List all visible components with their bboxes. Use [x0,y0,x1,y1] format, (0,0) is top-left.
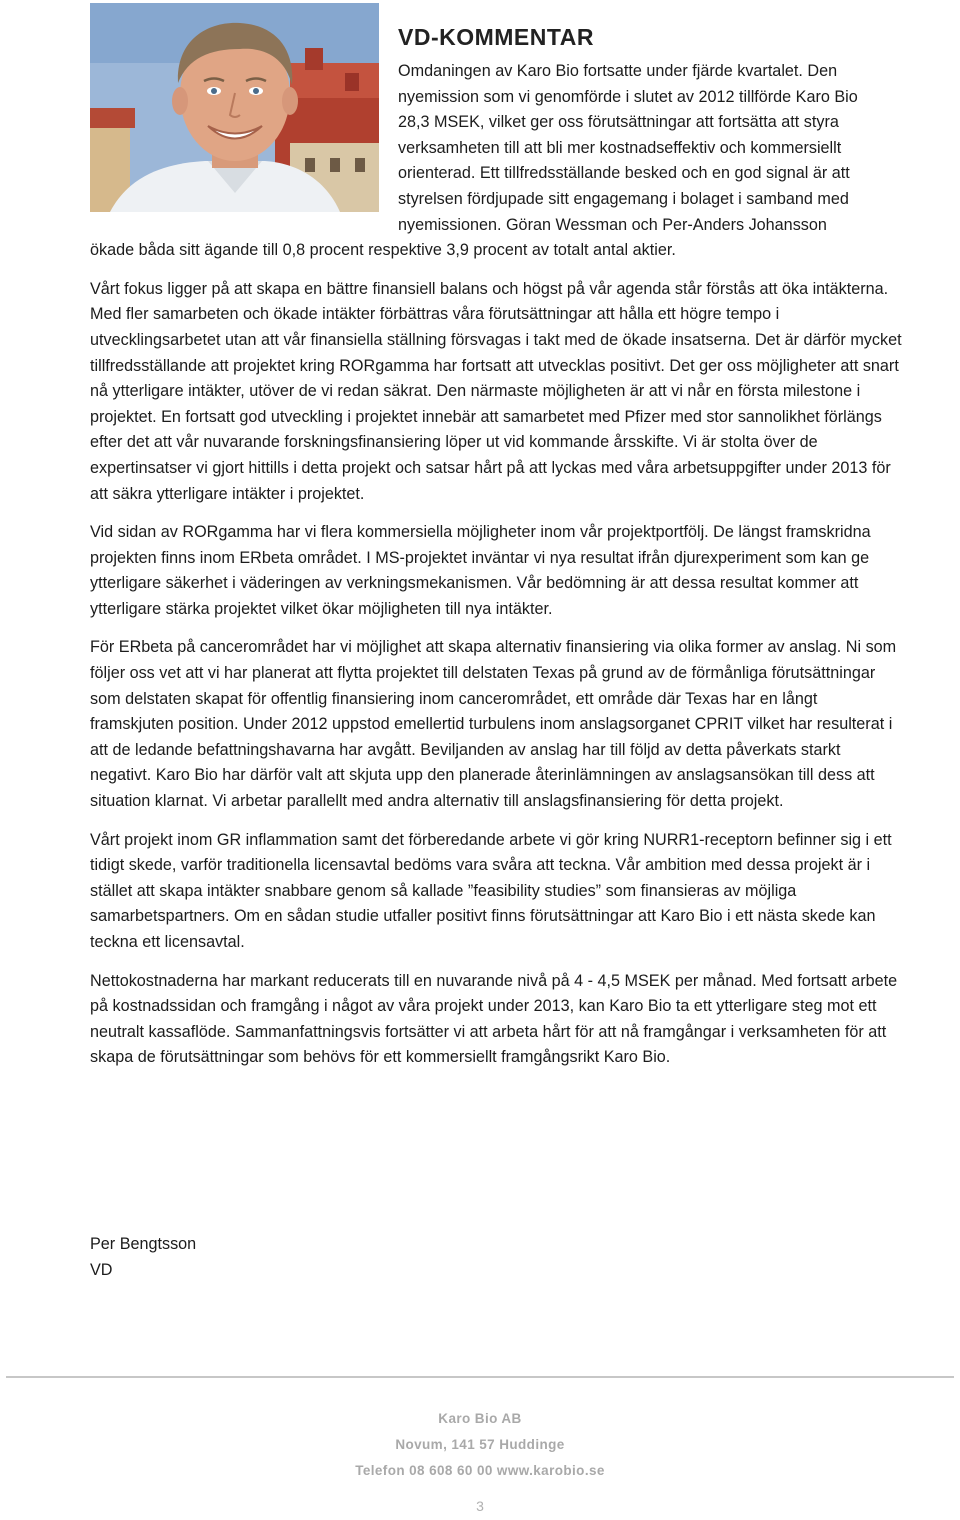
intro-line: Omdaningen av Karo Bio fortsatte under fjärde kvartalet. Den [398,62,838,80]
intro-paragraph [90,59,905,238]
footer-company: Karo Bio AB [438,1411,522,1426]
footer [0,1406,960,1484]
intro-line: styrelsen fördjupade sitt engagemang i bolaget i samband med [398,189,849,208]
intro-line: nyemissionen. Göran Wessman och Per-Anders Johansson [398,215,827,234]
signature-name: Per Bengtsson [90,1235,197,1253]
paragraph-erbeta: För ERbeta på cancerområdet har vi möjlighet att skapa alternativ finansiering via olika former av anslag. Ni som följer oss vet att vi har planerat att flytta projektet till delstaten Texas på grund av de förmånliga förutsättningar som delstaten skapat för offentlig finansiering inom cancerområdet, ett område där Texas har en långt framskjuten position. Under 2012 uppstod emellertid turbulens inom anslagsorganet CPRIT vilket har resulterat i att de ledande befattningshavarna har avgått. Beviljanden av anslag har till följd av detta påverkats starkt negativt. Karo Bio har därför valt att skjuta upp den planerade återinlämningen av anslagsansökan till dess att situation klarnat. Vi arbetar parallellt med andra alternativ till anslagsfinansiering för detta projekt. [90,638,897,811]
intro-line: orienterad. Ett tillfredsställande besked och en god signal är att [398,164,850,183]
signature-block [90,1232,196,1283]
footer-contact: Telefon 08 608 60 00 www.karobio.se [355,1463,605,1478]
paragraph-nettokostnader: Nettokostnaderna har markant reducerats till en nuvarande nivå på 4 - 4,5 MSEK per månad. Med fortsatt arbete på kostnadssidan och framgång i något av våra projekt under 2013, kan Karo Bio ta ett ytterligare steg mot ett neutralt kassaflöde. Sammanfattningsvis fortsätter vi att arbeta hårt för att nå framgångar i verksamheten för att skapa de förutsättningar som behövs för ett kommersiellt framgångsrikt Karo Bio. [90,971,898,1067]
paragraph-rorgamma: Vid sidan av RORgamma har vi flera kommersiella möjligheter inom vår projektportfölj. De längst framskridna projekten finns inom ERbeta området. I MS-projektet inväntar vi nya resultat ifrån djurexperiment som kan ge ytterligare säkerhet i väderingen av verkningsmekanismen. Vår bedömning är att dessa resultat kommer att ytterligare stärka projektet vilket ökar möjligheten till nya intäkter. [90,523,871,618]
page-number: 3 [476,1498,484,1514]
footer-divider [6,1376,954,1378]
page-title: VD-KOMMENTAR [398,24,594,50]
intro-line: 28,3 MSEK, vilket ger oss förutsättningar att fortsätta att styra [398,113,839,132]
signature-role: VD [90,1260,113,1279]
intro-line: verksamheten till att bli mer kostnadseffektiv och kommersiellt [398,138,842,157]
paragraph-gr-inflammation: Vårt projekt inom GR inflammation samt det förberedande arbete vi gör kring NURR1-receptorn befinner sig i ett tidigt skede, varför traditionella licensavtal bedöms vara svåra att teckna. Vår ambition med dessa projekt är i stället att skapa intäkter snabbare genom så kallade ”feasibility studies” som finansieras av möjliga samarbetspartners. Om en sådan studie utfaller positivt finns förutsättningar att Karo Bio i ett nästa skede kan teckna ett licensavtal. [90,830,892,951]
footer-address: Novum, 141 57 Huddinge [395,1437,565,1452]
paragraph-fokus: Vårt fokus ligger på att skapa en bättre finansiell balans och högst på vår agenda står förstås att öka intäkterna. Med fler samarbeten och ökade intäkter förbättras våra förutsättningar att hålla ett högre tempo i utvecklingsarbetet utan att vår finansiella ställning försvagas i takt med de ökade insatserna. Det är därför mycket tillfredsställande att projektet kring RORgamma har fortsatt att utvecklas positivt. Det ger oss möjligheter att snart nå ytterligare intäkter, utöver de vi redan säkrat. Den närmaste möjligheten är att vi når en första milestone i projektet. En fortsatt god utveckling i projektet innebär att samarbetet med Pfizer med stor sannolikhet förlängs efter det att vår nuvarande forskningsfinansiering löper ut vid kommande årsskifte. Vi är stolta över de expertinsatser vi gjort hittills i detta projekt och satsar hårt på att lyckas med våra arbetsuppgifter under 2013 för att säkra ytterligare intäkter i projektet. [90,279,902,503]
intro-paragraph-tail: ökade båda sitt ägande till 0,8 procent respektive 3,9 procent av totalt antal aktier. [90,241,676,260]
letter-body [90,59,905,1084]
intro-line: nyemission som vi genomförde i slutet av 2012 tillförde Karo Bio [398,87,858,106]
